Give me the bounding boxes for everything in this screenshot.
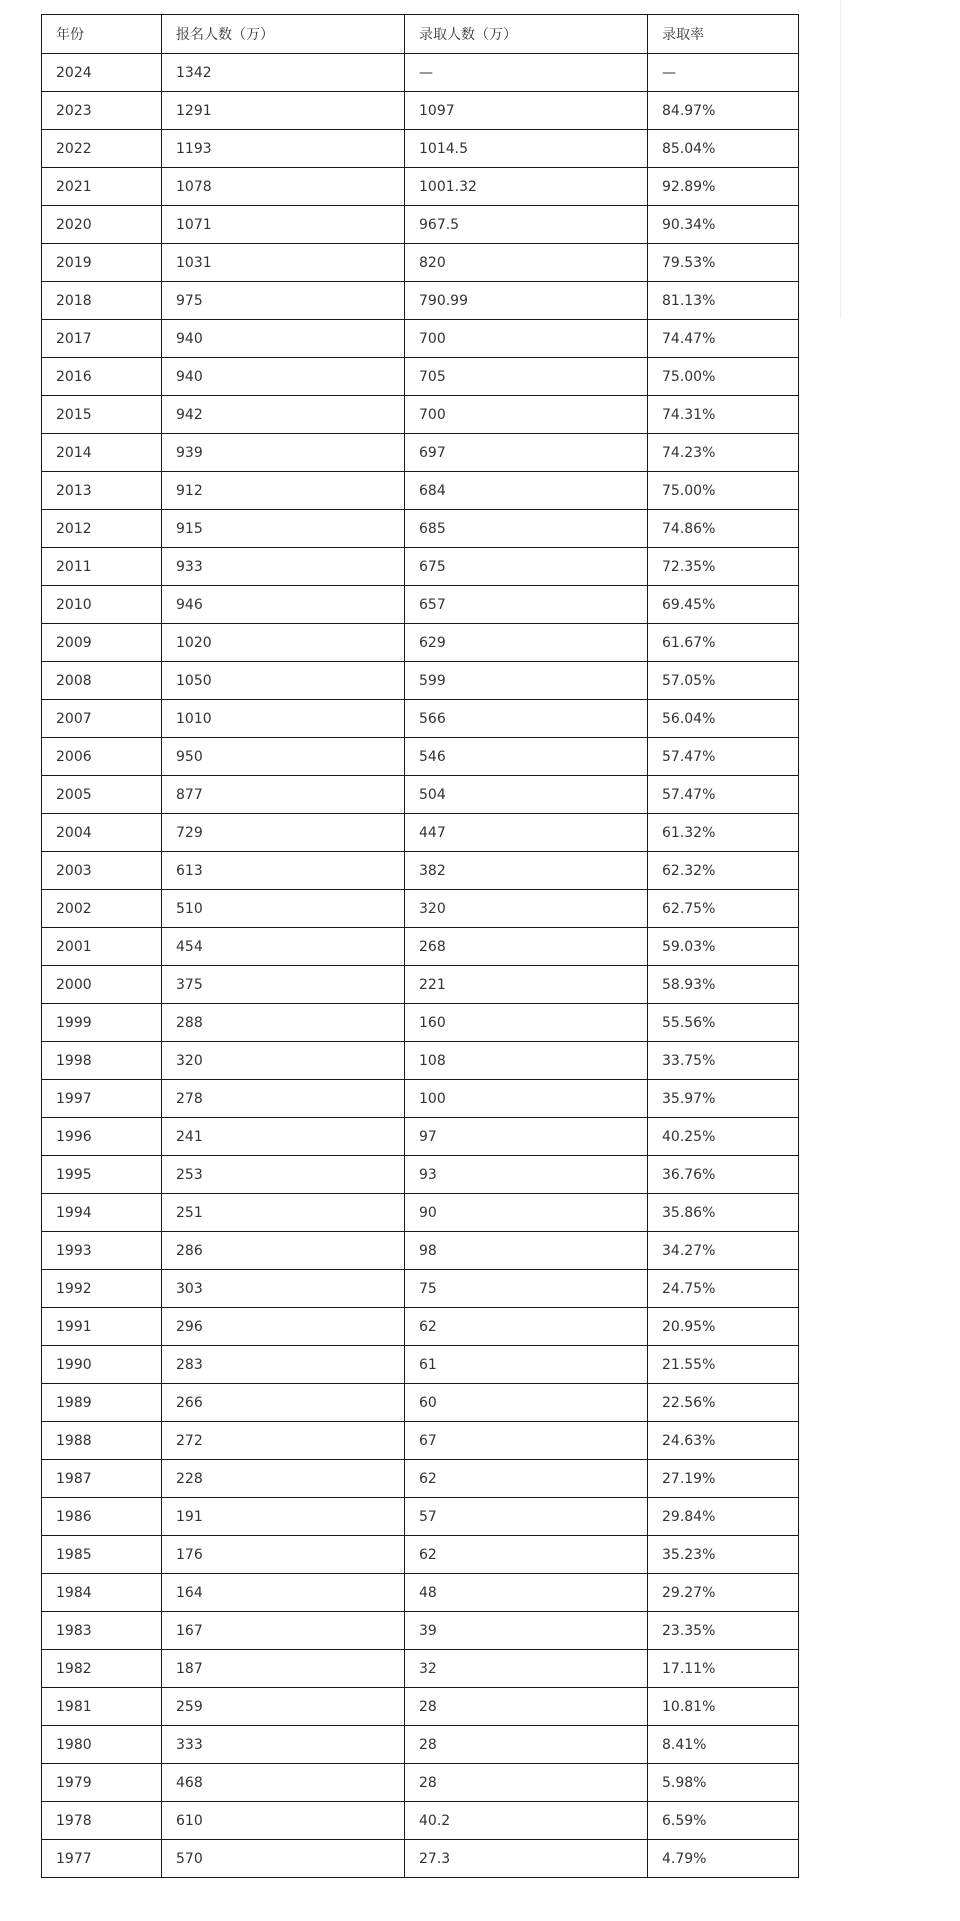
table-row: [42, 1802, 799, 1840]
cell-applicants: 468: [162, 1764, 405, 1802]
cell-year: 2012: [42, 510, 162, 548]
cell-admitted: 160: [405, 1004, 648, 1042]
cell-admission-rate: 57.47%: [648, 776, 799, 814]
cell-admission-rate: 74.86%: [648, 510, 799, 548]
table-row: [42, 814, 799, 852]
cell-admission-rate: 17.11%: [648, 1650, 799, 1688]
cell-year: 1979: [42, 1764, 162, 1802]
cell-applicants: 946: [162, 586, 405, 624]
cell-admitted: 268: [405, 928, 648, 966]
cell-year: 2005: [42, 776, 162, 814]
table-row: [42, 510, 799, 548]
table-body: [42, 54, 799, 1878]
cell-year: 2020: [42, 206, 162, 244]
cell-admission-rate: 35.23%: [648, 1536, 799, 1574]
table-row: [42, 928, 799, 966]
table-row: [42, 472, 799, 510]
cell-year: 2003: [42, 852, 162, 890]
table-row: [42, 92, 799, 130]
cell-admitted: 447: [405, 814, 648, 852]
cell-year: 2001: [42, 928, 162, 966]
cell-applicants: 933: [162, 548, 405, 586]
cell-applicants: 288: [162, 1004, 405, 1042]
table-row: [42, 1498, 799, 1536]
cell-year: 2008: [42, 662, 162, 700]
cell-applicants: 510: [162, 890, 405, 928]
cell-admission-rate: 74.31%: [648, 396, 799, 434]
cell-admitted: 1097: [405, 92, 648, 130]
cell-applicants: 1031: [162, 244, 405, 282]
table-row: [42, 1042, 799, 1080]
cell-applicants: 950: [162, 738, 405, 776]
cell-admission-rate: 4.79%: [648, 1840, 799, 1878]
cell-admitted: 675: [405, 548, 648, 586]
table-row: [42, 966, 799, 1004]
cell-admitted: 221: [405, 966, 648, 1004]
cell-year: 2015: [42, 396, 162, 434]
table-row: [42, 244, 799, 282]
cell-admitted: 546: [405, 738, 648, 776]
table-row: [42, 54, 799, 92]
cell-year: 1988: [42, 1422, 162, 1460]
cell-year: 2017: [42, 320, 162, 358]
cell-admitted: 108: [405, 1042, 648, 1080]
cell-admission-rate: 56.04%: [648, 700, 799, 738]
cell-admission-rate: 35.97%: [648, 1080, 799, 1118]
header-year: 年份: [42, 15, 162, 54]
cell-admission-rate: 23.35%: [648, 1612, 799, 1650]
table-row: [42, 320, 799, 358]
table-row: [42, 1726, 799, 1764]
table-row: [42, 776, 799, 814]
cell-applicants: 320: [162, 1042, 405, 1080]
cell-admission-rate: 79.53%: [648, 244, 799, 282]
cell-applicants: 187: [162, 1650, 405, 1688]
admission-stats-table: [41, 14, 799, 1878]
cell-admission-rate: 74.23%: [648, 434, 799, 472]
cell-admitted: 93: [405, 1156, 648, 1194]
cell-year: 1997: [42, 1080, 162, 1118]
cell-year: 1978: [42, 1802, 162, 1840]
cell-admission-rate: 8.41%: [648, 1726, 799, 1764]
cell-admission-rate: —: [648, 54, 799, 92]
cell-year: 2000: [42, 966, 162, 1004]
cell-year: 2021: [42, 168, 162, 206]
cell-admitted: 599: [405, 662, 648, 700]
cell-admitted: 684: [405, 472, 648, 510]
table-row: [42, 1536, 799, 1574]
cell-admitted: 61: [405, 1346, 648, 1384]
cell-year: 1985: [42, 1536, 162, 1574]
cell-admission-rate: 27.19%: [648, 1460, 799, 1498]
cell-year: 2007: [42, 700, 162, 738]
cell-admitted: 657: [405, 586, 648, 624]
table-row: [42, 1156, 799, 1194]
cell-admission-rate: 33.75%: [648, 1042, 799, 1080]
cell-year: 1980: [42, 1726, 162, 1764]
table-row: [42, 1080, 799, 1118]
table-row: [42, 282, 799, 320]
table-row: [42, 1688, 799, 1726]
cell-applicants: 241: [162, 1118, 405, 1156]
cell-applicants: 259: [162, 1688, 405, 1726]
cell-year: 1989: [42, 1384, 162, 1422]
cell-admission-rate: 81.13%: [648, 282, 799, 320]
cell-admission-rate: 20.95%: [648, 1308, 799, 1346]
cell-year: 1999: [42, 1004, 162, 1042]
cell-applicants: 278: [162, 1080, 405, 1118]
cell-applicants: 286: [162, 1232, 405, 1270]
cell-admission-rate: 58.93%: [648, 966, 799, 1004]
page-divider: [840, 0, 841, 318]
cell-applicants: 303: [162, 1270, 405, 1308]
table-row: [42, 1270, 799, 1308]
table-row: [42, 1118, 799, 1156]
table-row: [42, 890, 799, 928]
cell-year: 1977: [42, 1840, 162, 1878]
table-row: [42, 1460, 799, 1498]
cell-admission-rate: 6.59%: [648, 1802, 799, 1840]
table-row: [42, 700, 799, 738]
cell-admitted: 28: [405, 1764, 648, 1802]
cell-applicants: 283: [162, 1346, 405, 1384]
cell-year: 2002: [42, 890, 162, 928]
cell-year: 2013: [42, 472, 162, 510]
cell-admitted: 40.2: [405, 1802, 648, 1840]
cell-admitted: 685: [405, 510, 648, 548]
cell-applicants: 877: [162, 776, 405, 814]
cell-year: 1981: [42, 1688, 162, 1726]
cell-year: 2004: [42, 814, 162, 852]
cell-applicants: 940: [162, 320, 405, 358]
cell-applicants: 167: [162, 1612, 405, 1650]
cell-admission-rate: 90.34%: [648, 206, 799, 244]
table-row: [42, 738, 799, 776]
cell-admission-rate: 5.98%: [648, 1764, 799, 1802]
table-row: [42, 1612, 799, 1650]
cell-applicants: 1020: [162, 624, 405, 662]
table-row: [42, 852, 799, 890]
cell-admitted: 60: [405, 1384, 648, 1422]
cell-applicants: 164: [162, 1574, 405, 1612]
cell-year: 1982: [42, 1650, 162, 1688]
cell-admitted: 27.3: [405, 1840, 648, 1878]
cell-admission-rate: 74.47%: [648, 320, 799, 358]
cell-year: 2014: [42, 434, 162, 472]
cell-year: 2024: [42, 54, 162, 92]
cell-admission-rate: 35.86%: [648, 1194, 799, 1232]
cell-applicants: 1193: [162, 130, 405, 168]
cell-year: 1986: [42, 1498, 162, 1536]
cell-admitted: 62: [405, 1460, 648, 1498]
cell-applicants: 253: [162, 1156, 405, 1194]
cell-applicants: 570: [162, 1840, 405, 1878]
table-row: [42, 130, 799, 168]
cell-year: 2018: [42, 282, 162, 320]
cell-admission-rate: 59.03%: [648, 928, 799, 966]
table-row: [42, 1650, 799, 1688]
cell-applicants: 333: [162, 1726, 405, 1764]
cell-admission-rate: 24.63%: [648, 1422, 799, 1460]
cell-year: 2009: [42, 624, 162, 662]
table-row: [42, 1764, 799, 1802]
table-row: [42, 1004, 799, 1042]
table-row: [42, 168, 799, 206]
table-row: [42, 548, 799, 586]
cell-applicants: 1010: [162, 700, 405, 738]
cell-applicants: 176: [162, 1536, 405, 1574]
cell-applicants: 296: [162, 1308, 405, 1346]
cell-admitted: 705: [405, 358, 648, 396]
cell-applicants: 912: [162, 472, 405, 510]
cell-applicants: 729: [162, 814, 405, 852]
cell-admission-rate: 61.67%: [648, 624, 799, 662]
cell-admission-rate: 72.35%: [648, 548, 799, 586]
cell-admitted: 967.5: [405, 206, 648, 244]
cell-year: 2022: [42, 130, 162, 168]
cell-admitted: 28: [405, 1726, 648, 1764]
cell-admission-rate: 85.04%: [648, 130, 799, 168]
table-row: [42, 206, 799, 244]
cell-year: 2006: [42, 738, 162, 776]
cell-year: 1991: [42, 1308, 162, 1346]
cell-admission-rate: 29.84%: [648, 1498, 799, 1536]
cell-applicants: 1291: [162, 92, 405, 130]
cell-admission-rate: 21.55%: [648, 1346, 799, 1384]
cell-applicants: 191: [162, 1498, 405, 1536]
cell-admission-rate: 62.32%: [648, 852, 799, 890]
cell-applicants: 375: [162, 966, 405, 1004]
cell-year: 1990: [42, 1346, 162, 1384]
cell-admission-rate: 36.76%: [648, 1156, 799, 1194]
cell-year: 1992: [42, 1270, 162, 1308]
cell-admitted: 697: [405, 434, 648, 472]
cell-admission-rate: 57.47%: [648, 738, 799, 776]
cell-admitted: 700: [405, 396, 648, 434]
cell-year: 1983: [42, 1612, 162, 1650]
cell-admission-rate: 61.32%: [648, 814, 799, 852]
cell-admitted: 790.99: [405, 282, 648, 320]
cell-admitted: 1014.5: [405, 130, 648, 168]
cell-admitted: 48: [405, 1574, 648, 1612]
table-row: [42, 1840, 799, 1878]
cell-year: 1993: [42, 1232, 162, 1270]
cell-applicants: 266: [162, 1384, 405, 1422]
cell-admitted: 820: [405, 244, 648, 282]
cell-admission-rate: 55.56%: [648, 1004, 799, 1042]
table-row: [42, 1422, 799, 1460]
cell-admitted: 62: [405, 1536, 648, 1574]
cell-admission-rate: 92.89%: [648, 168, 799, 206]
table-header-row: [42, 15, 799, 54]
cell-year: 2011: [42, 548, 162, 586]
cell-admitted: 566: [405, 700, 648, 738]
table-row: [42, 662, 799, 700]
cell-admitted: 504: [405, 776, 648, 814]
header-admitted: 录取人数（万）: [405, 15, 648, 54]
cell-admitted: 1001.32: [405, 168, 648, 206]
cell-admission-rate: 84.97%: [648, 92, 799, 130]
cell-admission-rate: 62.75%: [648, 890, 799, 928]
cell-applicants: 939: [162, 434, 405, 472]
cell-admitted: —: [405, 54, 648, 92]
cell-applicants: 915: [162, 510, 405, 548]
table-row: [42, 396, 799, 434]
cell-applicants: 940: [162, 358, 405, 396]
table-row: [42, 1574, 799, 1612]
table-row: [42, 358, 799, 396]
cell-admission-rate: 34.27%: [648, 1232, 799, 1270]
cell-year: 1996: [42, 1118, 162, 1156]
header-admission-rate: 录取率: [648, 15, 799, 54]
cell-admitted: 700: [405, 320, 648, 358]
cell-admitted: 57: [405, 1498, 648, 1536]
cell-year: 2016: [42, 358, 162, 396]
cell-admission-rate: 22.56%: [648, 1384, 799, 1422]
header-applicants: 报名人数（万）: [162, 15, 405, 54]
cell-year: 2019: [42, 244, 162, 282]
cell-admission-rate: 40.25%: [648, 1118, 799, 1156]
cell-applicants: 1050: [162, 662, 405, 700]
cell-admitted: 28: [405, 1688, 648, 1726]
cell-admitted: 382: [405, 852, 648, 890]
cell-admission-rate: 10.81%: [648, 1688, 799, 1726]
cell-applicants: 610: [162, 1802, 405, 1840]
table-row: [42, 624, 799, 662]
cell-admission-rate: 69.45%: [648, 586, 799, 624]
cell-admission-rate: 75.00%: [648, 472, 799, 510]
cell-year: 2023: [42, 92, 162, 130]
cell-admitted: 32: [405, 1650, 648, 1688]
cell-year: 1998: [42, 1042, 162, 1080]
cell-applicants: 975: [162, 282, 405, 320]
cell-admitted: 100: [405, 1080, 648, 1118]
table-row: [42, 1384, 799, 1422]
cell-admission-rate: 24.75%: [648, 1270, 799, 1308]
table-row: [42, 1346, 799, 1384]
cell-admission-rate: 75.00%: [648, 358, 799, 396]
cell-admitted: 90: [405, 1194, 648, 1232]
cell-year: 1994: [42, 1194, 162, 1232]
cell-applicants: 1342: [162, 54, 405, 92]
cell-applicants: 613: [162, 852, 405, 890]
table-row: [42, 586, 799, 624]
cell-applicants: 454: [162, 928, 405, 966]
cell-admitted: 320: [405, 890, 648, 928]
cell-applicants: 228: [162, 1460, 405, 1498]
cell-applicants: 1071: [162, 206, 405, 244]
cell-applicants: 1078: [162, 168, 405, 206]
table-row: [42, 1232, 799, 1270]
cell-year: 2010: [42, 586, 162, 624]
cell-admission-rate: 57.05%: [648, 662, 799, 700]
cell-year: 1995: [42, 1156, 162, 1194]
cell-admission-rate: 29.27%: [648, 1574, 799, 1612]
table-row: [42, 1194, 799, 1232]
cell-admitted: 97: [405, 1118, 648, 1156]
cell-applicants: 942: [162, 396, 405, 434]
table-row: [42, 1308, 799, 1346]
cell-admitted: 629: [405, 624, 648, 662]
cell-admitted: 67: [405, 1422, 648, 1460]
cell-admitted: 62: [405, 1308, 648, 1346]
cell-admitted: 39: [405, 1612, 648, 1650]
cell-applicants: 251: [162, 1194, 405, 1232]
cell-year: 1984: [42, 1574, 162, 1612]
table-row: [42, 434, 799, 472]
cell-year: 1987: [42, 1460, 162, 1498]
cell-admitted: 98: [405, 1232, 648, 1270]
cell-admitted: 75: [405, 1270, 648, 1308]
cell-applicants: 272: [162, 1422, 405, 1460]
